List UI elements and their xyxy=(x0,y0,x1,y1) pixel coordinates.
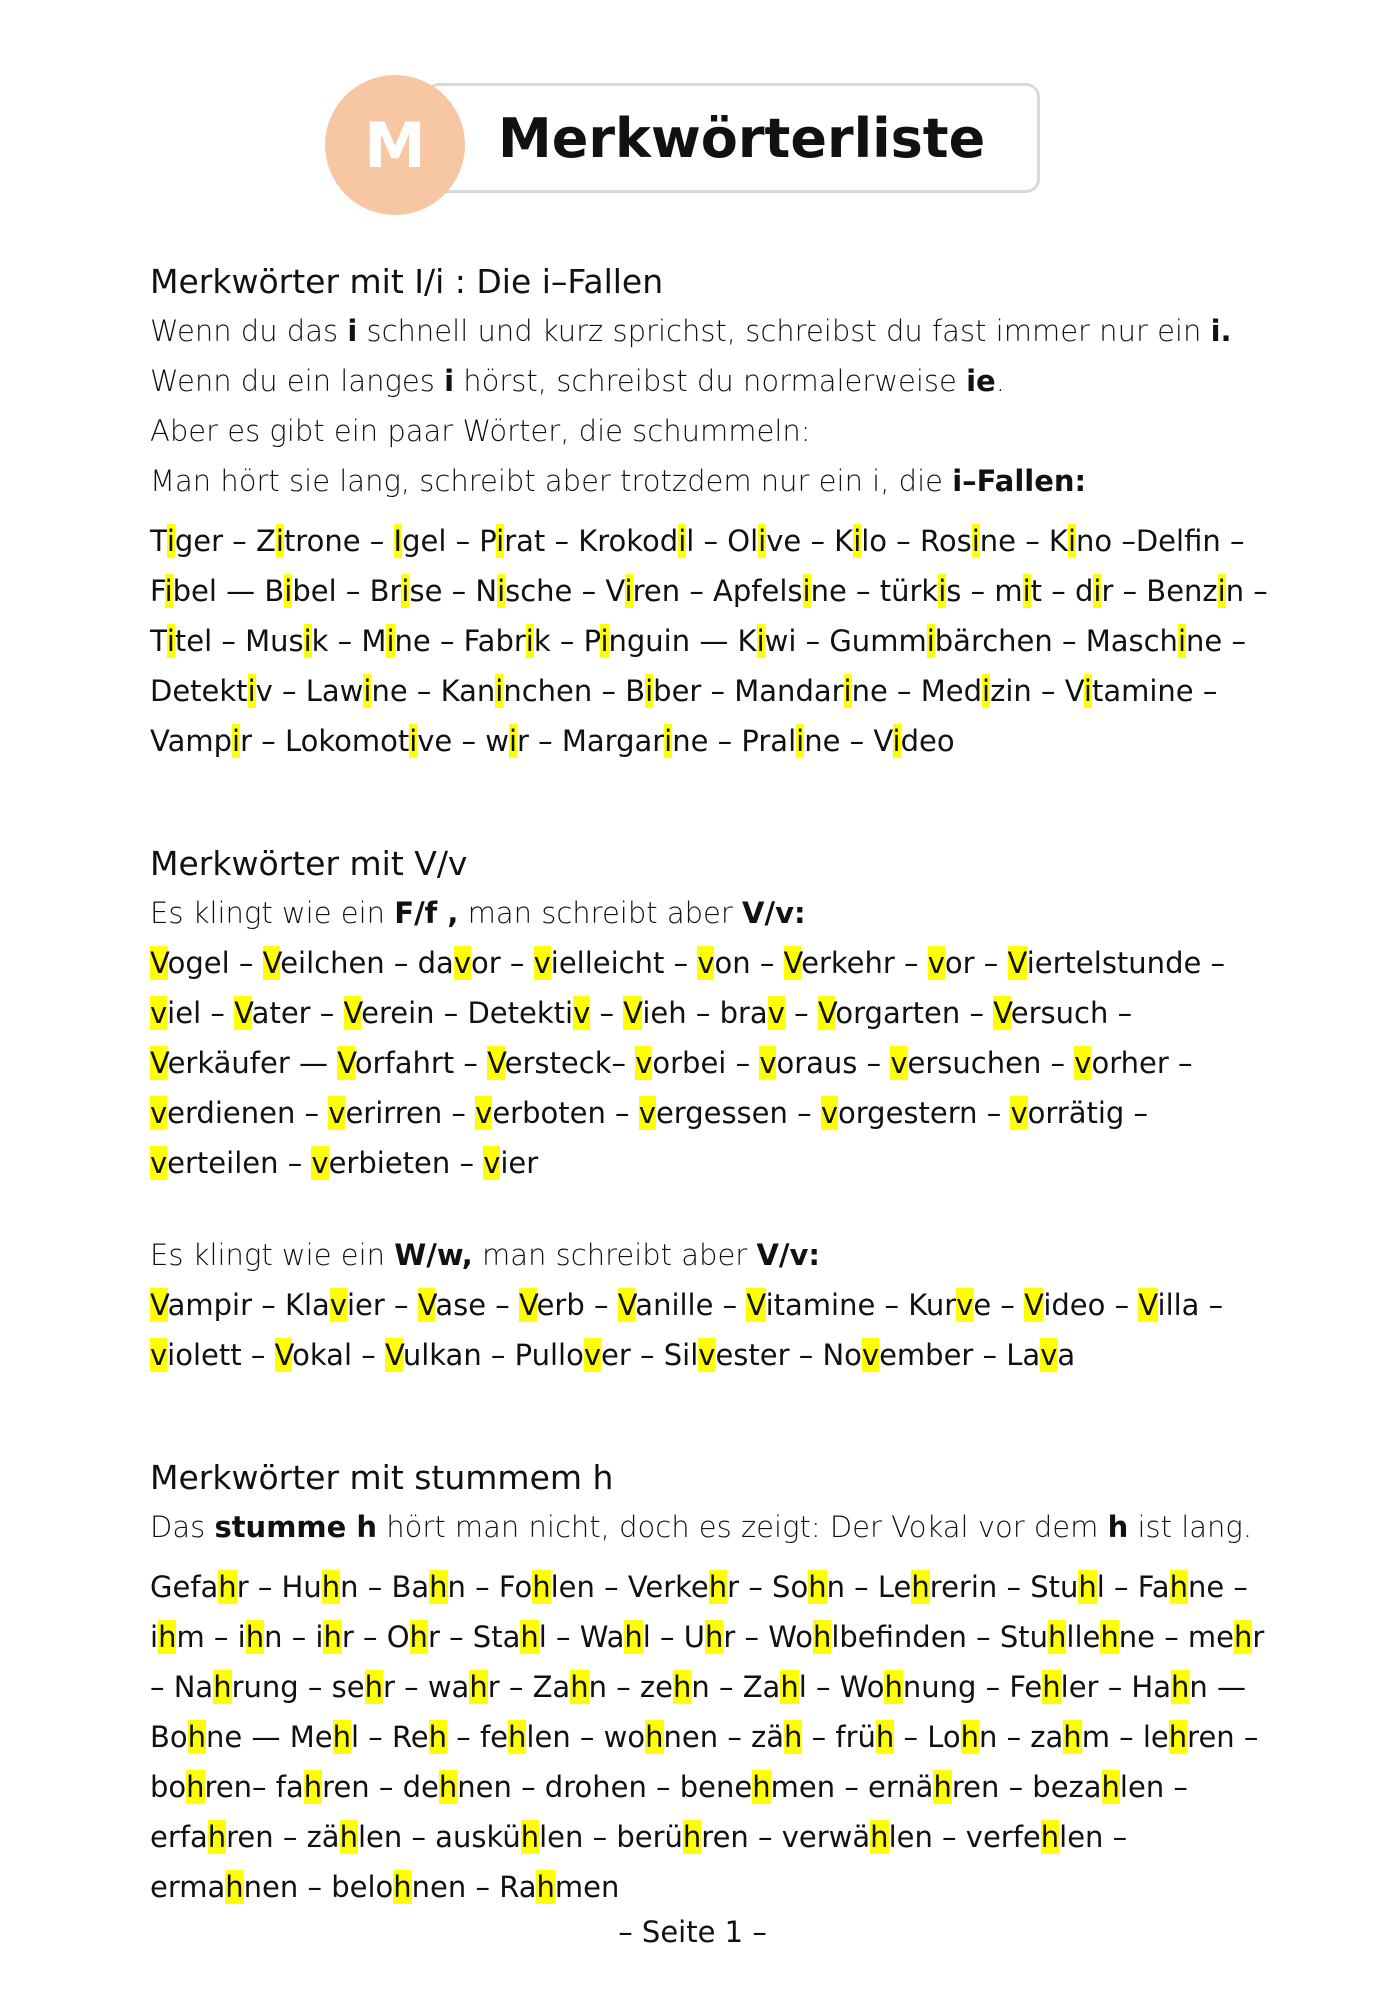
page-header xyxy=(325,75,1045,205)
badge-m: M xyxy=(325,75,465,215)
section-i-intro xyxy=(150,306,1280,506)
intro-line-h: Das stumme h hört man nicht, doch es zeigt: Der Vokal vor dem h ist lang. xyxy=(150,1510,1253,1544)
word-list-h: Gefahr – Huhn – Bahn – Fohlen – Verkehr – Sohn – Lehrerin – Stuhl – Fahne – ihm – ihn – ihr – Ohr – Stahl – Wahl – Uhr – Wohlbefinden – Stuhllehne – mehr – Nahrung – sehr – wahr – Zahn – zehn – Zahl – Wohnung – Fehler – Hahn — Bohne — Mehl – Reh – fehlen – wohnen – zäh – früh – Lohn – zahm – lehren – bohren– fahren – dehnen – drohen – benehmen – ernähren – bezahlen – erfahren – zählen – auskühlen – berühren – verwählen – verfehlen – ermahnen – belohnen – Rahmen xyxy=(150,1570,1265,1904)
word-list-v-w: Vampir – Klavier – Vase – Verb – Vanille – Vitamine – Kurve – Video – Villa – violett – Vokal – Vulkan – Pullover – Silvester – November – Lava xyxy=(150,1288,1224,1372)
word-list-i: Tiger – Zitrone – Igel – Pirat – Krokodil – Olive – Kilo – Rosine – Kino –Delfn – Fibel — Bibel – Brise – Nische – Viren – Apfelsine – türkis – mit – dir – Benzin – Titel – Musik – Mine – Fabrik – Pinguin — Kiwi – Gummibärchen – Maschine – Detektiv – Lawine – Kaninchen – Biber – Mandarine – Medizin – Vitamine – Vampir – Lokomotive – wir – Margarine – Praline – Video xyxy=(150,524,1268,758)
word-list-v-f: Vogel – Veilchen – davor – vielleicht – von – Verkehr – vor – Viertelstunde – viel – Vater – Verein – Detektiv – Vieh – brav – Vorgarten – Versuch – Verkäufer — Vorfahrt – Versteck– vorbei – voraus – versuchen – vorher – verdienen – verirren – verboten – vergessen – vorgestern – vorrätig – verteilen – verbieten – vier xyxy=(150,946,1226,1180)
section-v-heading: Merkwörter mit V/v xyxy=(150,844,468,883)
page-number: – Seite 1 – xyxy=(618,1915,767,1949)
section-h-heading: Merkwörter mit stummem h xyxy=(150,1458,614,1497)
section-i-heading: Merkwörter mit I/i : Die i–Fallen xyxy=(150,262,664,301)
intro-line: Aber es gibt ein paar Wörter, die schummeln: xyxy=(150,414,811,448)
intro-line: Man hört sie lang, schreibt aber trotzdem nur ein i, die i–Fallen: xyxy=(150,464,1087,498)
page-title: Merkwörterliste xyxy=(498,106,986,170)
intro-line: Wenn du das i schnell und kurz sprichst, schreibst du fast immer nur ein i. xyxy=(150,314,1232,348)
intro-line: Wenn du ein langes i hörst, schreibst du normalerweise ie. xyxy=(150,364,1005,398)
content xyxy=(150,258,1280,1912)
intro-line-w: Es klingt wie ein W/w, man schreibt aber V/v: xyxy=(150,1238,820,1272)
intro-line-f: Es klingt wie ein F/f , man schreibt aber V/v: xyxy=(150,896,806,930)
title-box xyxy=(425,83,1040,193)
